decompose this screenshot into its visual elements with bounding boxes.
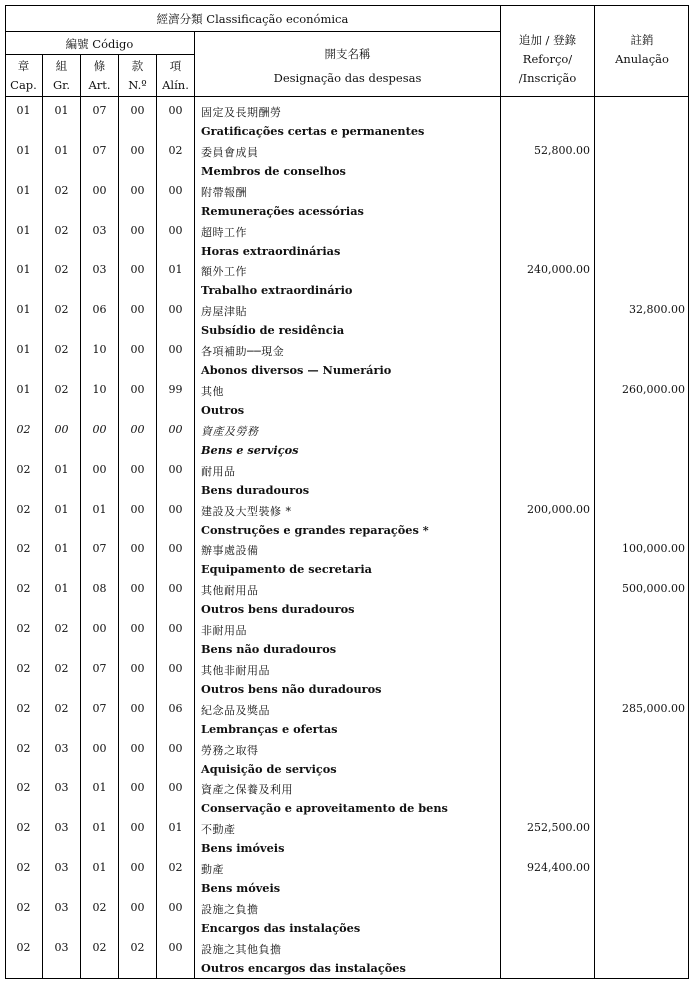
code-gr: 02 bbox=[54, 661, 69, 675]
designacao-pt: Lembranças e ofertas bbox=[201, 721, 338, 736]
code-cap: 02 bbox=[16, 821, 31, 835]
code-gr: 03 bbox=[54, 940, 69, 954]
designacao-pt: Conservação e aproveitamento de bens bbox=[201, 801, 448, 816]
table-row bbox=[0, 742, 698, 782]
code-art: 07 bbox=[92, 701, 107, 715]
codigo-header: 編號 Código bbox=[65, 37, 134, 51]
code-art: 02 bbox=[92, 940, 107, 954]
reforco-amount: 52,800.00 bbox=[534, 143, 590, 157]
header-rule-1 bbox=[5, 31, 500, 32]
code-alin: 02 bbox=[168, 861, 183, 875]
anulacao-header: 註銷 Anulação bbox=[615, 33, 669, 66]
code-alin: 00 bbox=[168, 582, 183, 596]
reforco-amount: 924,400.00 bbox=[527, 861, 590, 875]
code-art: 01 bbox=[92, 861, 107, 875]
code-art: 00 bbox=[92, 622, 107, 636]
table-row bbox=[0, 303, 698, 343]
code-cap: 02 bbox=[16, 502, 31, 516]
code-alin: 00 bbox=[168, 502, 183, 516]
anulacao-amount: 500,000.00 bbox=[622, 582, 685, 596]
code-alin: 99 bbox=[168, 382, 183, 396]
code-alin: 01 bbox=[168, 821, 183, 835]
designacao-zh: 資產及勞務 bbox=[201, 424, 259, 438]
anulacao-amount: 100,000.00 bbox=[622, 542, 685, 556]
col-art-header: 條 Art. bbox=[88, 59, 111, 92]
code-art: 03 bbox=[92, 223, 107, 237]
table-row bbox=[0, 821, 698, 861]
code-alin: 01 bbox=[168, 263, 183, 277]
code-gr: 01 bbox=[54, 462, 69, 476]
designacao-zh: 設施之負擔 bbox=[201, 903, 259, 916]
code-art: 07 bbox=[92, 143, 107, 157]
table-row bbox=[0, 861, 698, 901]
designacao-zh: 不動產 bbox=[201, 823, 236, 837]
code-gr: 01 bbox=[54, 104, 69, 117]
reforco-amount: 200,000.00 bbox=[527, 502, 590, 516]
designacao-zh: 額外工作 bbox=[201, 265, 247, 279]
code-alin: 00 bbox=[168, 542, 183, 556]
code-alin: 00 bbox=[168, 223, 183, 237]
header-rule-2 bbox=[5, 54, 194, 55]
code-no: 00 bbox=[130, 303, 145, 317]
table-row bbox=[0, 702, 698, 742]
code-gr: 03 bbox=[54, 821, 69, 835]
designacao-pt: Bens móveis bbox=[201, 881, 281, 896]
code-no: 00 bbox=[130, 781, 145, 795]
designacao-pt: Equipamento de secretaria bbox=[201, 562, 372, 577]
code-cap: 02 bbox=[16, 422, 31, 436]
code-no: 00 bbox=[130, 622, 145, 636]
table-row bbox=[0, 463, 698, 503]
code-cap: 02 bbox=[16, 661, 31, 675]
code-cap: 01 bbox=[16, 263, 31, 277]
designacao-pt: Bens duradouros bbox=[201, 482, 310, 497]
designacao-pt: Bens e serviços bbox=[201, 442, 299, 457]
code-no: 00 bbox=[130, 542, 145, 556]
designacao-pt: Abonos diversos — Numerário bbox=[201, 363, 392, 378]
code-gr: 01 bbox=[54, 143, 69, 157]
designacao-zh: 勞務之取得 bbox=[201, 743, 259, 757]
code-no: 00 bbox=[130, 343, 145, 357]
code-alin: 02 bbox=[168, 143, 183, 157]
designacao-pt: Construções e grandes reparações * bbox=[201, 522, 429, 537]
designacao-zh: 其他耐用品 bbox=[201, 584, 259, 598]
code-cap: 02 bbox=[16, 582, 31, 596]
code-art: 02 bbox=[92, 901, 107, 914]
table-row bbox=[0, 423, 698, 463]
code-gr: 02 bbox=[54, 343, 69, 357]
code-art: 06 bbox=[92, 303, 107, 317]
designacao-pt: Outros encargos das instalações bbox=[201, 960, 406, 975]
code-gr: 03 bbox=[54, 781, 69, 795]
table-row bbox=[0, 144, 698, 184]
code-art: 10 bbox=[92, 382, 107, 396]
col-cap-header: 章 Cap. bbox=[10, 59, 37, 92]
code-art: 00 bbox=[92, 741, 107, 755]
code-no: 00 bbox=[130, 701, 145, 715]
designacao-zh: 建設及大型裝修 * bbox=[201, 504, 292, 518]
reforco-header: 追加 / 登錄 Reforço/ /Inscrição bbox=[518, 33, 577, 85]
designacao-pt: Bens não duradouros bbox=[201, 642, 337, 657]
code-cap: 01 bbox=[16, 223, 31, 237]
code-no: 00 bbox=[130, 104, 145, 117]
code-alin: 00 bbox=[168, 781, 183, 795]
code-cap: 02 bbox=[16, 462, 31, 476]
anulacao-amount: 285,000.00 bbox=[622, 701, 685, 715]
designacao-zh: 資產之保養及利用 bbox=[201, 783, 293, 797]
designacao-pt: Membros de conselhos bbox=[201, 163, 346, 178]
designacao-zh: 其他 bbox=[201, 384, 224, 398]
code-no: 00 bbox=[130, 901, 145, 914]
header-rule-bottom bbox=[5, 96, 689, 97]
designacao-zh: 紀念品及獎品 bbox=[201, 703, 270, 717]
code-gr: 02 bbox=[54, 622, 69, 636]
code-cap: 01 bbox=[16, 343, 31, 357]
code-cap: 02 bbox=[16, 701, 31, 715]
code-no: 00 bbox=[130, 143, 145, 157]
code-alin: 00 bbox=[168, 104, 183, 117]
designacao-pt: Outros bens não duradouros bbox=[201, 681, 382, 696]
code-gr: 03 bbox=[54, 901, 69, 914]
code-art: 07 bbox=[92, 542, 107, 556]
code-no: 00 bbox=[130, 183, 145, 197]
code-art: 07 bbox=[92, 104, 107, 117]
code-alin: 00 bbox=[168, 741, 183, 755]
code-alin: 00 bbox=[168, 940, 183, 954]
table-row bbox=[0, 582, 698, 622]
code-cap: 01 bbox=[16, 104, 31, 117]
code-no: 00 bbox=[130, 223, 145, 237]
anulacao-amount: 260,000.00 bbox=[622, 382, 685, 396]
code-art: 07 bbox=[92, 661, 107, 675]
designacao-zh: 辦事處設備 bbox=[201, 544, 259, 558]
reforco-amount: 240,000.00 bbox=[527, 263, 590, 277]
code-gr: 02 bbox=[54, 263, 69, 277]
classification-header: 經濟分類 Classificação económica bbox=[156, 12, 349, 26]
designacao-pt: Gratificações certas e permanentes bbox=[201, 124, 425, 138]
designacao-zh: 委員會成員 bbox=[201, 145, 259, 159]
code-gr: 02 bbox=[54, 223, 69, 237]
col-no-header: 款 N.º bbox=[128, 59, 147, 92]
designacao-pt: Bens imóveis bbox=[201, 841, 285, 856]
code-no: 00 bbox=[130, 263, 145, 277]
code-alin: 00 bbox=[168, 901, 183, 914]
code-art: 01 bbox=[92, 781, 107, 795]
reforco-amount: 252,500.00 bbox=[527, 821, 590, 835]
designacao-header: 開支名稱 Designação das despesas bbox=[273, 47, 422, 85]
code-alin: 06 bbox=[168, 701, 183, 715]
code-no: 00 bbox=[130, 821, 145, 835]
code-art: 00 bbox=[92, 183, 107, 197]
code-alin: 00 bbox=[168, 661, 183, 675]
code-cap: 02 bbox=[16, 861, 31, 875]
code-alin: 00 bbox=[168, 303, 183, 317]
table-row bbox=[0, 224, 698, 264]
designacao-zh: 各項補助──現金 bbox=[201, 345, 285, 359]
code-no: 00 bbox=[130, 861, 145, 875]
code-no: 00 bbox=[130, 502, 145, 516]
code-cap: 01 bbox=[16, 382, 31, 396]
table-row bbox=[0, 343, 698, 383]
code-gr: 01 bbox=[54, 582, 69, 596]
designacao-zh: 非耐用品 bbox=[201, 624, 247, 638]
designacao-zh: 其他非耐用品 bbox=[201, 663, 270, 677]
code-gr: 03 bbox=[54, 861, 69, 875]
code-cap: 02 bbox=[16, 622, 31, 636]
table-row bbox=[0, 383, 698, 423]
code-art: 10 bbox=[92, 343, 107, 357]
code-no: 00 bbox=[130, 382, 145, 396]
designacao-pt: Outros bens duradouros bbox=[201, 602, 355, 617]
designacao-pt: Encargos das instalações bbox=[201, 921, 361, 935]
table-row bbox=[0, 662, 698, 702]
table-row bbox=[0, 622, 698, 662]
code-gr: 02 bbox=[54, 303, 69, 317]
table-row bbox=[0, 781, 698, 821]
designacao-pt: Outros bbox=[201, 402, 245, 417]
designacao-pt: Subsídio de residência bbox=[201, 323, 345, 338]
designacao-zh: 動產 bbox=[201, 863, 224, 877]
code-gr: 02 bbox=[54, 701, 69, 715]
designacao-zh: 超時工作 bbox=[201, 225, 247, 239]
code-no: 00 bbox=[130, 582, 145, 596]
code-gr: 02 bbox=[54, 183, 69, 197]
code-alin: 00 bbox=[168, 622, 183, 636]
code-no: 00 bbox=[130, 661, 145, 675]
designacao-pt: Trabalho extraordinário bbox=[201, 283, 353, 298]
code-cap: 01 bbox=[16, 183, 31, 197]
code-cap: 02 bbox=[16, 940, 31, 954]
code-art: 01 bbox=[92, 502, 107, 516]
code-no: 00 bbox=[130, 462, 145, 476]
designacao-pt: Remunerações acessórias bbox=[201, 203, 364, 218]
code-gr: 02 bbox=[54, 382, 69, 396]
code-art: 03 bbox=[92, 263, 107, 277]
table-row bbox=[0, 104, 698, 144]
table-row bbox=[0, 184, 698, 224]
code-cap: 02 bbox=[16, 781, 31, 795]
designacao-zh: 設施之其他負擔 bbox=[201, 942, 282, 956]
code-no: 02 bbox=[130, 940, 145, 954]
code-gr: 01 bbox=[54, 542, 69, 556]
code-gr: 01 bbox=[54, 502, 69, 516]
code-art: 08 bbox=[92, 582, 107, 596]
col-gr-header: 組 Gr. bbox=[52, 59, 71, 92]
code-cap: 02 bbox=[16, 741, 31, 755]
designacao-pt: Aquisição de serviços bbox=[201, 761, 337, 776]
designacao-zh: 固定及長期酬勞 bbox=[201, 106, 282, 119]
anulacao-amount: 32,800.00 bbox=[629, 303, 685, 317]
code-alin: 00 bbox=[168, 343, 183, 357]
table-row bbox=[0, 941, 698, 981]
designacao-pt: Horas extraordinárias bbox=[201, 243, 341, 258]
code-no: 00 bbox=[130, 741, 145, 755]
code-art: 01 bbox=[92, 821, 107, 835]
code-alin: 00 bbox=[168, 462, 183, 476]
table-row bbox=[0, 503, 698, 543]
code-alin: 00 bbox=[168, 183, 183, 197]
table-row bbox=[0, 263, 698, 303]
table-row bbox=[0, 901, 698, 941]
designacao-zh: 房屋津貼 bbox=[201, 305, 247, 319]
col-alin-header: 項 Alín. bbox=[162, 59, 189, 92]
code-art: 00 bbox=[92, 462, 107, 476]
code-cap: 01 bbox=[16, 303, 31, 317]
code-gr: 00 bbox=[54, 422, 69, 436]
code-alin: 00 bbox=[168, 422, 183, 436]
code-cap: 02 bbox=[16, 901, 31, 914]
designacao-zh: 附帶報酬 bbox=[201, 185, 247, 199]
table-row bbox=[0, 542, 698, 582]
code-no: 00 bbox=[130, 422, 145, 436]
code-cap: 01 bbox=[16, 143, 31, 157]
designacao-zh: 耐用品 bbox=[201, 464, 236, 478]
code-art: 00 bbox=[92, 422, 107, 436]
code-gr: 03 bbox=[54, 741, 69, 755]
code-cap: 02 bbox=[16, 542, 31, 556]
